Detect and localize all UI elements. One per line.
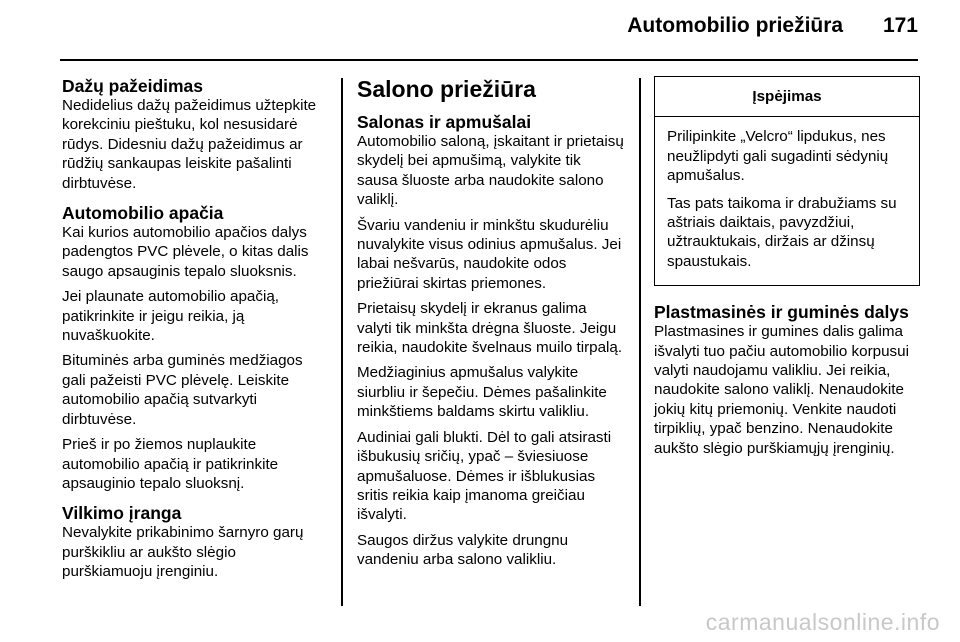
section-heading: Automobilio apačia bbox=[62, 203, 224, 224]
column-divider-2 bbox=[639, 78, 641, 606]
paragraph: Medžiaginius apmušalus valykite siurbliu ir šepečiu. Dėmes pašalinkite minkštiems baldams skirtu valikliu. bbox=[357, 364, 607, 421]
paragraph: Švariu vandeniu ir minkštu skudurėliu nuvalykite visus odinius apmušalus. Jei labai nešvarūs, naudokite odos priežiūrai skirtas priemones. bbox=[357, 216, 622, 292]
column-middle bbox=[357, 76, 625, 576]
chapter-title: Salono priežiūra bbox=[357, 76, 536, 102]
column-divider-1 bbox=[341, 78, 343, 606]
section-underbody bbox=[62, 203, 326, 493]
warning-title: Įspėjimas bbox=[655, 77, 919, 117]
header-rule bbox=[60, 59, 918, 61]
paragraph: Nevalykite prikabinimo šarnyro garų purškikliu ar aukšto slėgio purškiamuoju įrenginiu. bbox=[62, 524, 304, 581]
paragraph: Jei plaunate automobilio apačią, patikrinkite ir jeigu reikia, ją nuvaškuokite. bbox=[62, 288, 279, 345]
header-title: Automobilio priežiūra bbox=[627, 14, 844, 37]
section-heading: Vilkimo įranga bbox=[62, 503, 182, 524]
warning-paragraph: Tas pats taikoma ir drabužiams su aštriais daiktais, pavyzdžiui, užtrauktukais, diržais ar džinsų spaustukais. bbox=[667, 194, 897, 270]
paragraph: Kai kurios automobilio apačios dalys padengtos PVC plėvele, o kitas dalis saugo apsauginis tepalo sluoksnis. bbox=[62, 224, 309, 280]
paragraph: Plastmasines ir gumines dalis galima išvalyti tuo pačiu automobilio korpusui valyti naudojamu valikliu. Jei reikia, naudokite salono valiklį. Nenaudokite jokių kitų priemonių. Venkite naudoti tirpiklių, ypač benzino. Nenaudokite aukšto slėgio purškiamųjų įrenginių. bbox=[654, 323, 909, 457]
section-paint-damage bbox=[62, 76, 326, 193]
paragraph: Automobilio saloną, įskaitant ir prietaisų skydelį bei apmušimą, valykite tik sausa šluoste arba naudokite salono valiklį. bbox=[357, 133, 624, 209]
column-left bbox=[62, 76, 326, 592]
warning-box bbox=[654, 76, 920, 286]
paragraph: Bituminės arba guminės medžiagos gali pažeisti PVC plėvelę. Leiskite automobilio apačią sutvarkyti dirbtuvėse. bbox=[62, 352, 303, 428]
page-number: 171 bbox=[882, 14, 918, 37]
section-heading: Plastmasinės ir guminės dalys bbox=[654, 302, 909, 323]
paragraph: Audiniai gali blukti. Dėl to gali atsirasti išbukusių sričių, ypač – šviesiuose apmušaluose. Dėmes ir išblukusias sritis reikia kaip įmanoma greičiau išvalyti. bbox=[357, 428, 612, 524]
watermark: carmanualsonline.info bbox=[705, 609, 940, 635]
paragraph: Saugos diržus valykite drungnu vandeniu arba salono valikliu. bbox=[357, 531, 569, 569]
paragraph: Nedidelius dažų pažeidimus užtepkite korekciniu pieštuku, kol nesusidarė rūdys. Didesniu dažų pažeidimus ar rūdžių sankaupas leiskite pašalinti dirbtuvėse. bbox=[62, 97, 317, 192]
section-towing bbox=[62, 503, 326, 581]
warning-body bbox=[655, 117, 919, 285]
warning-paragraph: Prilipinkite „Velcro“ lipdukus, nes neužlipdyti gali sugadinti sėdynių apmušalus. bbox=[667, 128, 889, 185]
section-heading: Dažų pažeidimas bbox=[62, 76, 204, 96]
paragraph: Prieš ir po žiemos nuplaukite automobilio apačią ir patikrinkite apsauginio tepalo sluoksnį. bbox=[62, 436, 279, 492]
paragraph: Prietaisų skydelį ir ekranus galima valyti tik minkšta drėgna šluoste. Jeigu reikia, naudokite švelnaus muilo tirpalą. bbox=[357, 300, 623, 357]
column-right bbox=[654, 76, 920, 464]
section-heading: Salonas ir apmušalai bbox=[357, 112, 532, 132]
page-header bbox=[0, 14, 918, 48]
